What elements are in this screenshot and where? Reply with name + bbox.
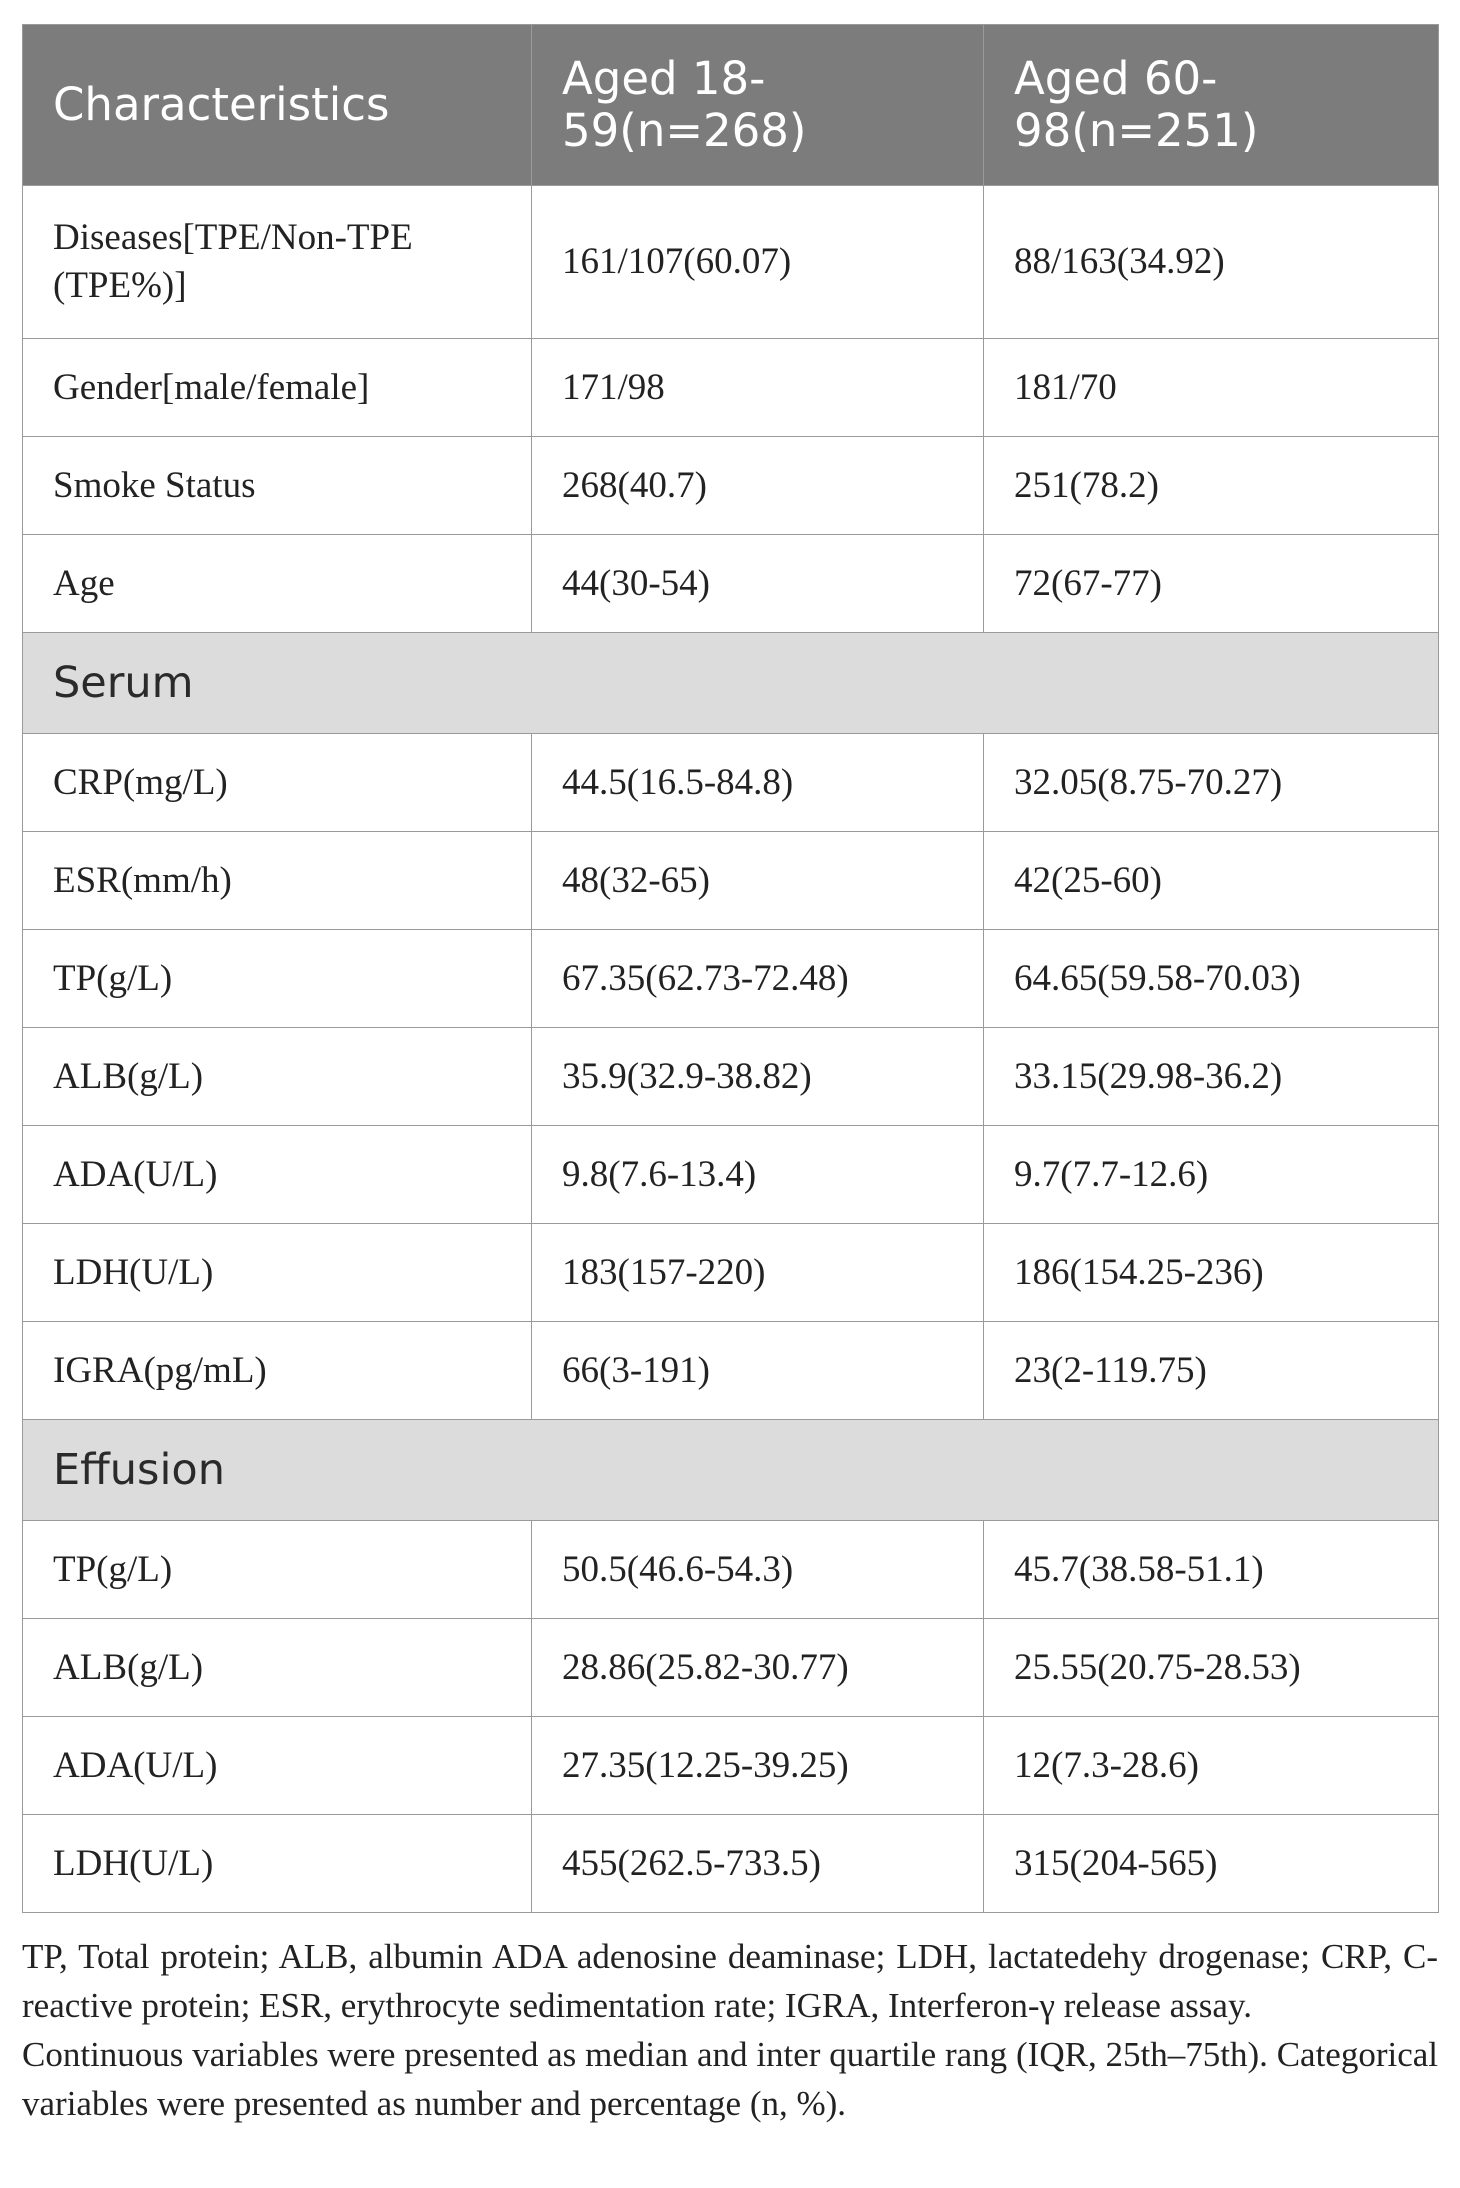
section-label-serum: Serum [23,633,1439,734]
table-row [23,1619,1439,1717]
row-label: Diseases[TPE/Non-TPE (TPE%)] [23,186,532,339]
row-label: ALB(g/L) [23,1619,532,1717]
row-label: LDH(U/L) [23,1815,532,1913]
header-aged-60-98: Aged 60- 98(n=251) [984,25,1439,186]
row-label: ADA(U/L) [23,1126,532,1224]
row-label: ALB(g/L) [23,1028,532,1126]
cell-aged-18-59: 183(157-220) [532,1224,984,1322]
table-row [23,437,1439,535]
table-row [23,1717,1439,1815]
table-footnotes [22,1932,1438,2128]
cell-aged-60-98: 23(2-119.75) [984,1322,1439,1420]
table-row [23,1322,1439,1420]
cell-aged-18-59: 48(32-65) [532,832,984,930]
row-label: Gender[male/female] [23,339,532,437]
table-row [23,1028,1439,1126]
table-header [23,25,1439,186]
cell-aged-18-59: 161/107(60.07) [532,186,984,339]
row-label: Age [23,535,532,633]
cell-aged-18-59: 35.9(32.9-38.82) [532,1028,984,1126]
header-row [23,25,1439,186]
characteristics-table [22,24,1439,1913]
characteristics-table-container [22,24,1438,1913]
cell-aged-60-98: 25.55(20.75-28.53) [984,1619,1439,1717]
cell-aged-60-98: 181/70 [984,339,1439,437]
cell-aged-60-98: 45.7(38.58-51.1) [984,1521,1439,1619]
table-row [23,1815,1439,1913]
row-label: CRP(mg/L) [23,734,532,832]
cell-aged-60-98: 12(7.3-28.6) [984,1717,1439,1815]
cell-aged-60-98: 33.15(29.98-36.2) [984,1028,1439,1126]
cell-aged-18-59: 66(3-191) [532,1322,984,1420]
cell-aged-60-98: 9.7(7.7-12.6) [984,1126,1439,1224]
header-characteristics: Characteristics [23,25,532,186]
cell-aged-18-59: 44(30-54) [532,535,984,633]
cell-aged-60-98: 42(25-60) [984,832,1439,930]
footnote-abbreviations: TP, Total protein; ALB, albumin ADA adenosine deaminase; LDH, lactatedehy drogenase; CRP, C-reactive protein; ESR, erythrocyte sedimentation rate; IGRA, Interferon-γ release assay. [22,1937,1438,2025]
row-label: LDH(U/L) [23,1224,532,1322]
table-row [23,1521,1439,1619]
cell-aged-60-98: 72(67-77) [984,535,1439,633]
cell-aged-18-59: 28.86(25.82-30.77) [532,1619,984,1717]
row-label: TP(g/L) [23,930,532,1028]
cell-aged-18-59: 268(40.7) [532,437,984,535]
table-row [23,734,1439,832]
row-label: Smoke Status [23,437,532,535]
table-row [23,832,1439,930]
section-row-effusion [23,1420,1439,1521]
cell-aged-60-98: 186(154.25-236) [984,1224,1439,1322]
table-row [23,339,1439,437]
header-aged-18-59: Aged 18- 59(n=268) [532,25,984,186]
section-row-serum [23,633,1439,734]
cell-aged-60-98: 315(204-565) [984,1815,1439,1913]
cell-aged-18-59: 9.8(7.6-13.4) [532,1126,984,1224]
table-row [23,535,1439,633]
cell-aged-18-59: 44.5(16.5-84.8) [532,734,984,832]
section-label-effusion: Effusion [23,1420,1439,1521]
cell-aged-60-98: 32.05(8.75-70.27) [984,734,1439,832]
cell-aged-60-98: 88/163(34.92) [984,186,1439,339]
table-row [23,1126,1439,1224]
row-label: ESR(mm/h) [23,832,532,930]
cell-aged-18-59: 50.5(46.6-54.3) [532,1521,984,1619]
footnote-methods: Continuous variables were presented as median and inter quartile rang (IQR, 25th–75th). Categorical variables were presented as number and percentage (n, %). [22,2035,1438,2123]
cell-aged-18-59: 171/98 [532,339,984,437]
cell-aged-60-98: 64.65(59.58-70.03) [984,930,1439,1028]
table-row [23,186,1439,339]
cell-aged-18-59: 67.35(62.73-72.48) [532,930,984,1028]
table-body [23,186,1439,1913]
cell-aged-60-98: 251(78.2) [984,437,1439,535]
cell-aged-18-59: 27.35(12.25-39.25) [532,1717,984,1815]
cell-aged-18-59: 455(262.5-733.5) [532,1815,984,1913]
table-row [23,1224,1439,1322]
row-label: TP(g/L) [23,1521,532,1619]
row-label: IGRA(pg/mL) [23,1322,532,1420]
table-row [23,930,1439,1028]
row-label: ADA(U/L) [23,1717,532,1815]
